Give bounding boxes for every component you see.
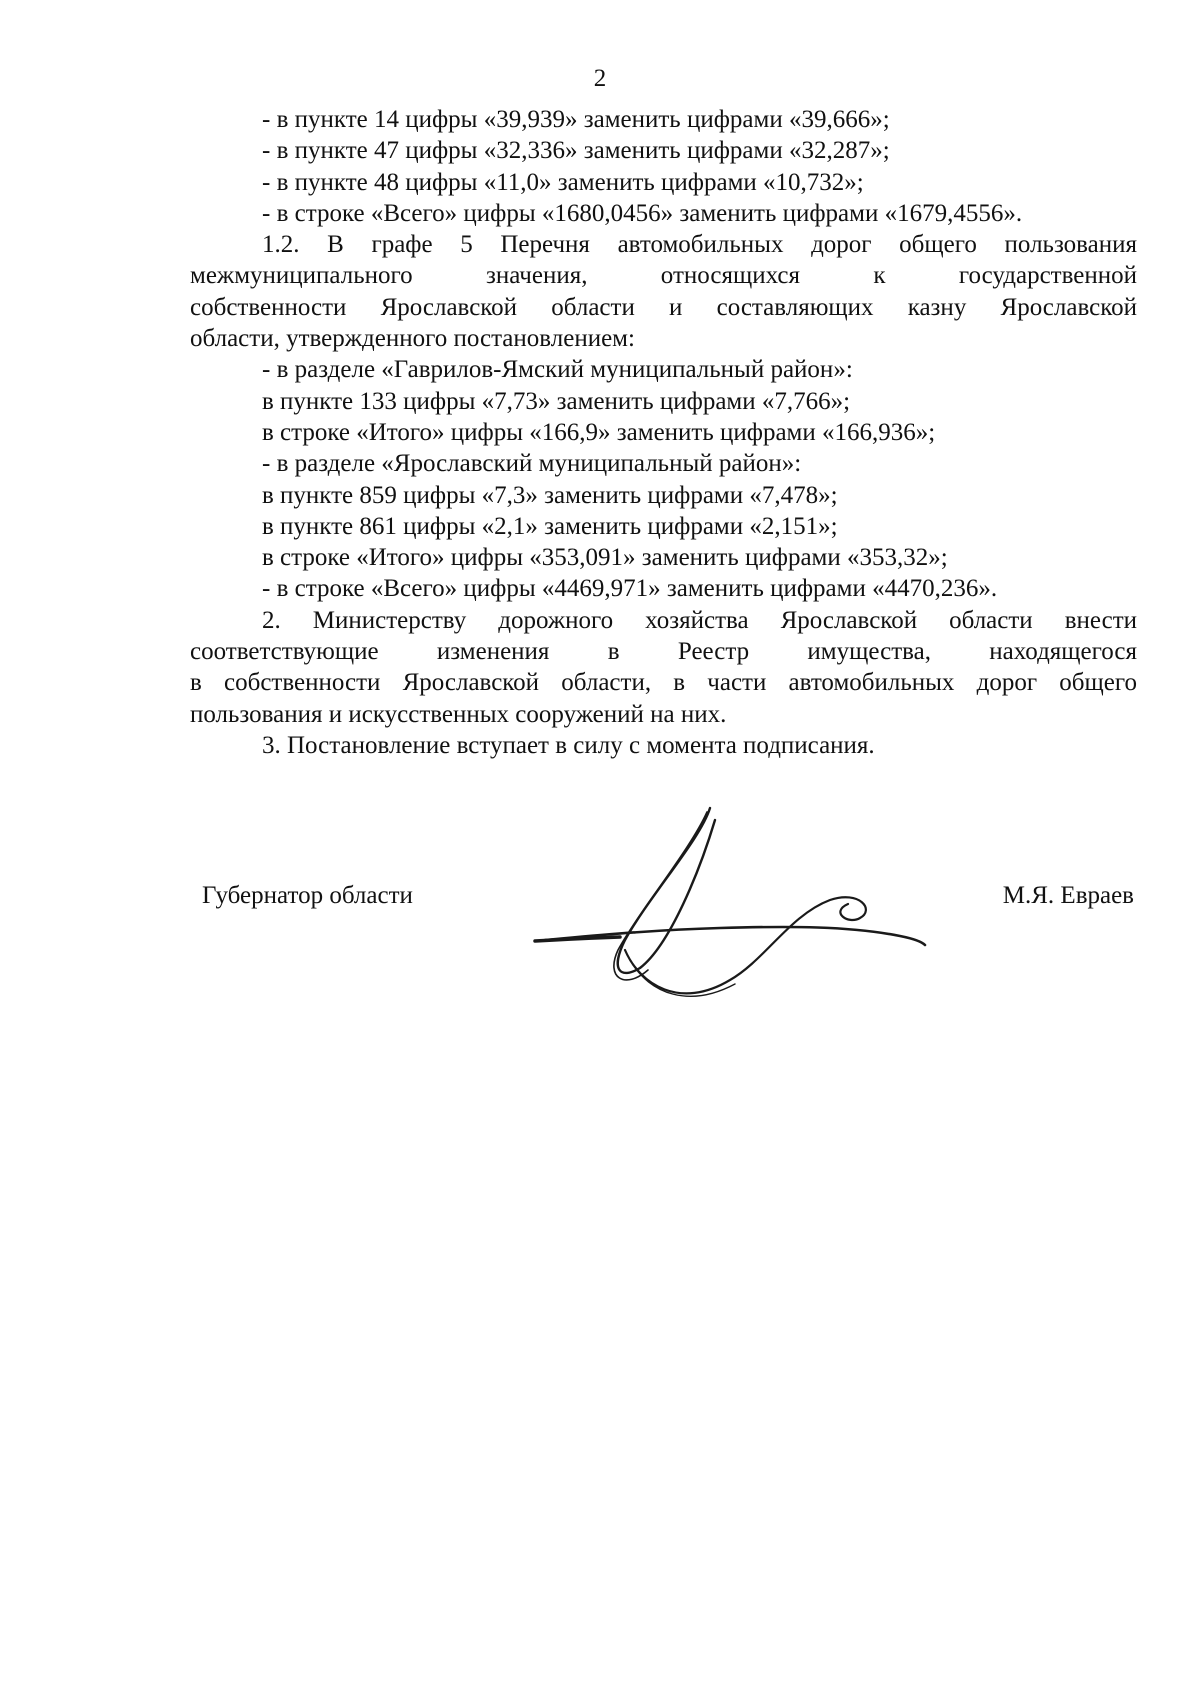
- paragraph-1-2-line: межмуниципального значения, относящихся к государственной: [190, 262, 1137, 290]
- amendment-line: - в пункте 14 цифры «39,939» заменить цифрами «39,666»;: [262, 106, 890, 133]
- document-body: [190, 104, 1137, 761]
- section-heading-line: - в разделе «Ярославский муниципальный район»:: [262, 450, 802, 478]
- paragraph-1-2-line: области, утвержденного постановлением:: [190, 325, 635, 353]
- amendment-line: в пункте 861 цифры «2,1» заменить цифрами «2,151»;: [262, 512, 838, 540]
- amendment-line: - в строке «Всего» цифры «1680,0456» заменить цифрами «1679,4556».: [262, 199, 1023, 227]
- signatory-position: Губернатор области: [202, 882, 413, 909]
- paragraph-2-line: 2. Министерству дорожного хозяйства Ярославской области внести: [262, 606, 1137, 634]
- handwritten-signature-icon: [530, 800, 960, 1030]
- amendment-line: - в пункте 47 цифры «32,336» заменить цифрами «32,287»;: [262, 137, 890, 165]
- amendment-line: в строке «Итого» цифры «166,9» заменить цифрами «166,936»;: [262, 418, 936, 446]
- paragraph-3-line: 3. Постановление вступает в силу с момента подписания.: [262, 731, 875, 759]
- paragraph-2-line: в собственности Ярославской области, в части автомобильных дорог общего: [190, 669, 1137, 697]
- amendment-line: - в пункте 48 цифры «11,0» заменить цифрами «10,732»;: [262, 168, 864, 196]
- page-number: 2: [593, 65, 607, 92]
- section-heading-line: - в разделе «Гаврилов-Ямский муниципальный район»:: [262, 356, 853, 384]
- amendment-line: в пункте 133 цифры «7,73» заменить цифрами «7,766»;: [262, 387, 851, 415]
- paragraph-1-2-line: 1.2. В графе 5 Перечня автомобильных дорог общего пользования: [262, 231, 1137, 259]
- signatory-name: М.Я. Евраев: [1002, 882, 1134, 909]
- amendment-line: в строке «Итого» цифры «353,091» заменить цифрами «353,32»;: [262, 544, 948, 572]
- amendment-line: - в строке «Всего» цифры «4469,971» заменить цифрами «4470,236».: [262, 575, 998, 603]
- paragraph-1-2-line: собственности Ярославской области и составляющих казну Ярославской: [190, 293, 1137, 321]
- amendment-line: в пункте 859 цифры «7,3» заменить цифрами «7,478»;: [262, 481, 838, 509]
- paragraph-2-line: пользования и искусственных сооружений на них.: [190, 700, 727, 728]
- paragraph-2-line: соответствующие изменения в Реестр имущества, находящегося: [190, 638, 1137, 666]
